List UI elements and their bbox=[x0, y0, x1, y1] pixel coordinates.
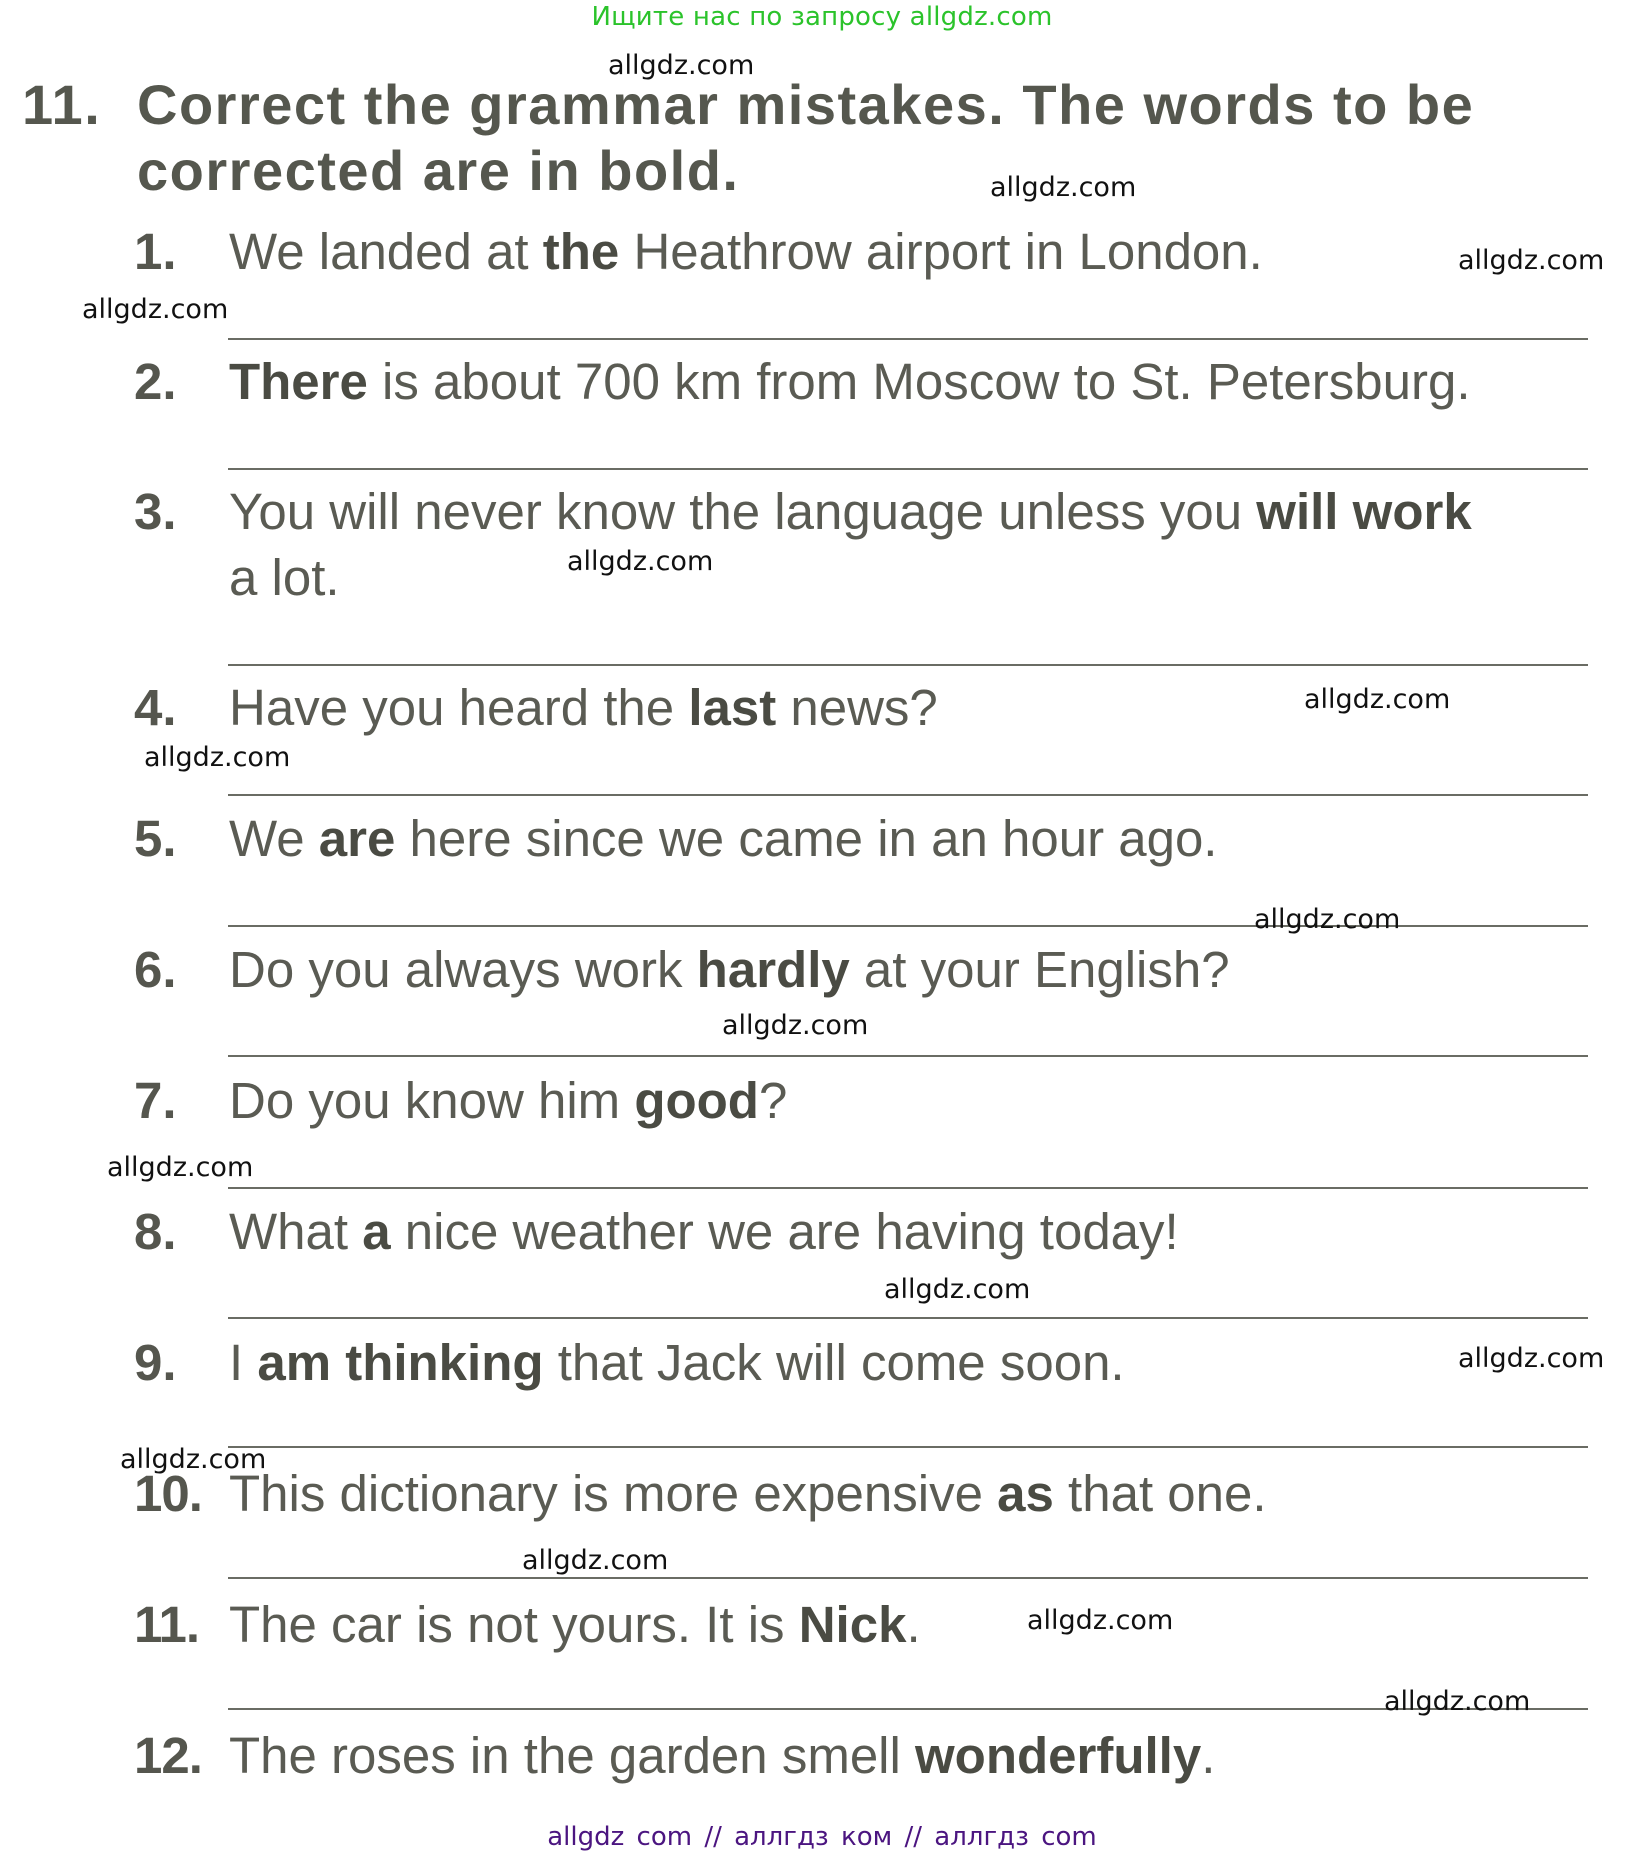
bold-error-word: There bbox=[229, 353, 368, 410]
exercise-item-11: 11. The car is not yours. It is Nick. bbox=[134, 1596, 921, 1653]
task-title-line2: corrected are in bold. bbox=[137, 139, 740, 202]
exercise-item-6: 6. Do you always work hardly at your English? bbox=[134, 941, 1230, 998]
answer-line-6[interactable] bbox=[228, 1055, 1588, 1057]
watermark-text: allgdz.com bbox=[82, 294, 229, 325]
exercise-item-5: 5. We are here since we came in an hour ago. bbox=[134, 810, 1218, 867]
watermark-text: allgdz.com bbox=[722, 1010, 869, 1041]
answer-line-8[interactable] bbox=[228, 1317, 1588, 1319]
answer-line-4[interactable] bbox=[228, 794, 1588, 796]
task-heading bbox=[22, 72, 1474, 204]
bold-error-word: a bbox=[362, 1203, 391, 1260]
footer-watermark: allgdz com // аллгдз ком // аллгдз com bbox=[547, 1822, 1097, 1852]
answer-line-9[interactable] bbox=[228, 1446, 1588, 1448]
watermark-text: allgdz.com bbox=[1027, 1605, 1174, 1636]
answer-line-10[interactable] bbox=[228, 1577, 1588, 1579]
watermark-text: allgdz.com bbox=[990, 172, 1137, 203]
exercise-item-1: 1. We landed at the Heathrow airport in London. bbox=[134, 223, 1263, 280]
exercise-item-4: 4. Have you heard the last news? bbox=[134, 679, 938, 736]
bold-error-word: good bbox=[634, 1072, 759, 1129]
watermark-text: allgdz.com bbox=[522, 1545, 669, 1576]
bold-error-word: the bbox=[542, 223, 620, 280]
exercise-item-10: 10. This dictionary is more expensive as that one. bbox=[134, 1465, 1267, 1522]
watermark-text: allgdz.com bbox=[144, 742, 291, 773]
watermark-text: allgdz.com bbox=[1384, 1686, 1531, 1717]
exercise-item-3: 3. You will never know the language unless you will work a lot. bbox=[134, 483, 1472, 606]
task-title-line1: Correct the grammar mistakes. The words to be bbox=[137, 73, 1475, 136]
watermark-text: allgdz.com bbox=[107, 1152, 254, 1183]
watermark-text: allgdz.com bbox=[1304, 684, 1451, 715]
exercise-item-2: 2. There is about 700 km from Moscow to St. Petersburg. bbox=[134, 353, 1471, 410]
exercise-item-7: 7. Do you know him good? bbox=[134, 1072, 788, 1129]
watermark-text: allgdz.com bbox=[567, 546, 714, 577]
exercise-item-9: 9. I am thinking that Jack will come soon. bbox=[134, 1334, 1125, 1391]
watermark-text: allgdz.com bbox=[1458, 1343, 1605, 1374]
answer-line-3[interactable] bbox=[228, 664, 1588, 666]
bold-error-word: are bbox=[318, 810, 396, 867]
watermark-text: allgdz.com bbox=[120, 1444, 267, 1475]
answer-line-7[interactable] bbox=[228, 1187, 1588, 1189]
search-banner: Ищите нас по запросу allgdz.com bbox=[591, 2, 1053, 32]
bold-error-word: last bbox=[688, 679, 777, 736]
watermark-text: allgdz.com bbox=[1254, 904, 1401, 935]
bold-error-word: as bbox=[997, 1465, 1054, 1522]
answer-line-2[interactable] bbox=[228, 468, 1588, 470]
exercise-item-8: 8. What a nice weather we are having today! bbox=[134, 1203, 1179, 1260]
bold-error-word: wonderfully bbox=[915, 1727, 1202, 1784]
exercise-item-12: 12. The roses in the garden smell wonderfully. bbox=[134, 1727, 1216, 1784]
watermark-text: allgdz.com bbox=[608, 50, 755, 81]
bold-error-word: Nick bbox=[798, 1596, 907, 1653]
answer-line-1[interactable] bbox=[228, 338, 1588, 340]
bold-error-word: will work bbox=[1256, 483, 1472, 540]
watermark-text: allgdz.com bbox=[1458, 245, 1605, 276]
bold-error-word: hardly bbox=[696, 941, 850, 998]
bold-error-word: am thinking bbox=[257, 1334, 544, 1391]
task-number: 11. bbox=[22, 73, 102, 136]
watermark-text: allgdz.com bbox=[884, 1274, 1031, 1305]
